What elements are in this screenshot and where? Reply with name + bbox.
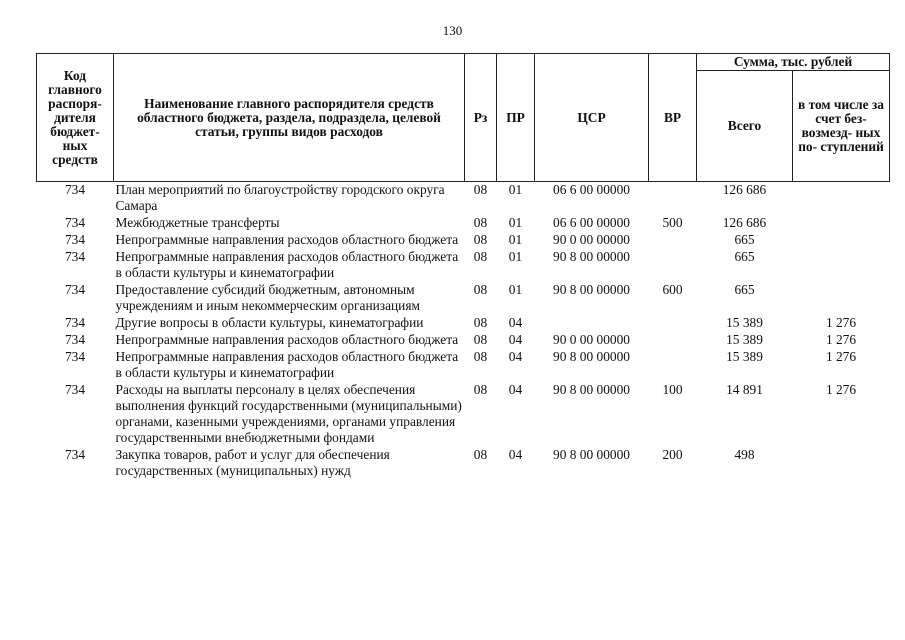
table-row [37,232,890,249]
cell-total: 126 686 [722,182,767,197]
cell-vr: 500 [662,215,683,230]
cell-gratuitous [793,249,890,282]
header-sum-group: Сумма, тыс. рублей [697,54,890,71]
cell-rz: 08 [473,182,488,197]
cell-gratuitous: 1 276 [825,332,857,347]
table-row [37,315,890,332]
cell-gratuitous [793,215,890,232]
cell-total: 14 891 [726,382,763,397]
cell-name: Расходы на выплаты персоналу в целях обеспечения выполнения функций государственными (муниципальными) органами, казенными учреждениями, органами управления государственными внебюджетными фондами [115,382,462,445]
cell-rz: 08 [473,215,488,230]
cell-vr: 100 [662,382,683,397]
cell-vr [649,349,697,382]
cell-total: 15 389 [726,315,763,330]
cell-csr: 06 6 00 00000 [553,182,630,197]
cell-rz: 08 [473,382,488,397]
cell-name: Межбюджетные трансферты [115,215,280,230]
cell-gratuitous: 1 276 [825,382,857,397]
cell-code: 734 [64,349,86,364]
table-row [37,182,890,216]
cell-vr [649,332,697,349]
cell-pr: 01 [508,282,523,297]
cell-total: 126 686 [722,215,767,230]
cell-code: 734 [64,282,86,297]
cell-vr: 200 [662,447,683,462]
header-gratuitous: в том числе за счет без- возмезд- ных по- ступлений [793,71,890,182]
cell-name: Другие вопросы в области культуры, кинематографии [115,315,424,330]
cell-rz: 08 [473,447,488,462]
cell-name: Непрограммные направления расходов областного бюджета в области культуры и кинематографии [115,349,459,380]
page-number: 130 [442,23,463,38]
cell-name: Непрограммные направления расходов областного бюджета [115,232,459,247]
cell-total: 665 [734,249,755,264]
header-rz: Рз [465,54,497,182]
cell-total: 15 389 [726,332,763,347]
cell-total: 665 [734,282,755,297]
table-row [37,332,890,349]
cell-rz: 08 [473,249,488,264]
cell-name: Закупка товаров, работ и услуг для обеспечения государственных (муниципальных) нужд [115,447,390,478]
cell-code: 734 [64,232,86,247]
cell-pr: 04 [508,447,523,462]
cell-gratuitous: 1 276 [825,349,857,364]
header-vr: ВР [649,54,697,182]
table-row [37,447,890,480]
cell-rz: 08 [473,332,488,347]
cell-name: Предоставление субсидий бюджетным, автономным учреждениям и иным некоммерческим организациям [115,282,420,313]
cell-csr: 90 0 00 00000 [553,332,630,347]
cell-csr: 90 8 00 00000 [553,282,630,297]
cell-rz: 08 [473,315,488,330]
cell-code: 734 [64,315,86,330]
cell-code: 734 [64,447,86,462]
cell-pr: 04 [508,349,523,364]
cell-rz: 08 [473,282,488,297]
table-header [37,54,890,182]
cell-total: 665 [734,232,755,247]
cell-gratuitous: 1 276 [825,315,857,330]
cell-csr: 06 6 00 00000 [553,215,630,230]
cell-total: 498 [734,447,755,462]
cell-code: 734 [64,249,86,264]
table-body [37,182,890,481]
header-code: Код главного распоря- дителя бюджет- ных средств [37,54,114,182]
cell-name: Непрограммные направления расходов областного бюджета в области культуры и кинематографии [115,249,459,280]
cell-rz: 08 [473,349,488,364]
cell-vr: 600 [662,282,683,297]
cell-pr: 04 [508,332,523,347]
cell-gratuitous [793,232,890,249]
cell-vr [649,315,697,332]
table-row [37,215,890,232]
cell-total: 15 389 [726,349,763,364]
cell-csr [535,315,649,332]
cell-name: Непрограммные направления расходов областного бюджета [115,332,459,347]
cell-code: 734 [64,332,86,347]
cell-csr: 90 8 00 00000 [553,447,630,462]
table-row [37,349,890,382]
table-row [37,249,890,282]
cell-pr: 01 [508,182,523,197]
cell-gratuitous [793,182,890,216]
cell-vr [649,182,697,216]
cell-pr: 04 [508,382,523,397]
cell-pr: 04 [508,315,523,330]
cell-name: План мероприятий по благоустройству городского округа Самара [115,182,445,213]
header-total: Всего [697,71,793,182]
cell-csr: 90 0 00 00000 [553,232,630,247]
cell-gratuitous [793,447,890,480]
cell-code: 734 [64,215,86,230]
cell-rz: 08 [473,232,488,247]
cell-vr [649,232,697,249]
cell-code: 734 [64,182,86,197]
cell-vr [649,249,697,282]
cell-pr: 01 [508,249,523,264]
cell-csr: 90 8 00 00000 [553,349,630,364]
cell-gratuitous [793,282,890,315]
cell-csr: 90 8 00 00000 [553,249,630,264]
cell-pr: 01 [508,232,523,247]
cell-csr: 90 8 00 00000 [553,382,630,397]
table-row [37,282,890,315]
header-csr: ЦСР [535,54,649,182]
cell-code: 734 [64,382,86,397]
table-row [37,382,890,447]
header-name: Наименование главного распорядителя средств областного бюджета, раздела, подраздела, целевой статьи, группы видов расходов [114,54,465,182]
header-pr: ПР [497,54,535,182]
cell-pr: 01 [508,215,523,230]
budget-table [36,53,890,480]
